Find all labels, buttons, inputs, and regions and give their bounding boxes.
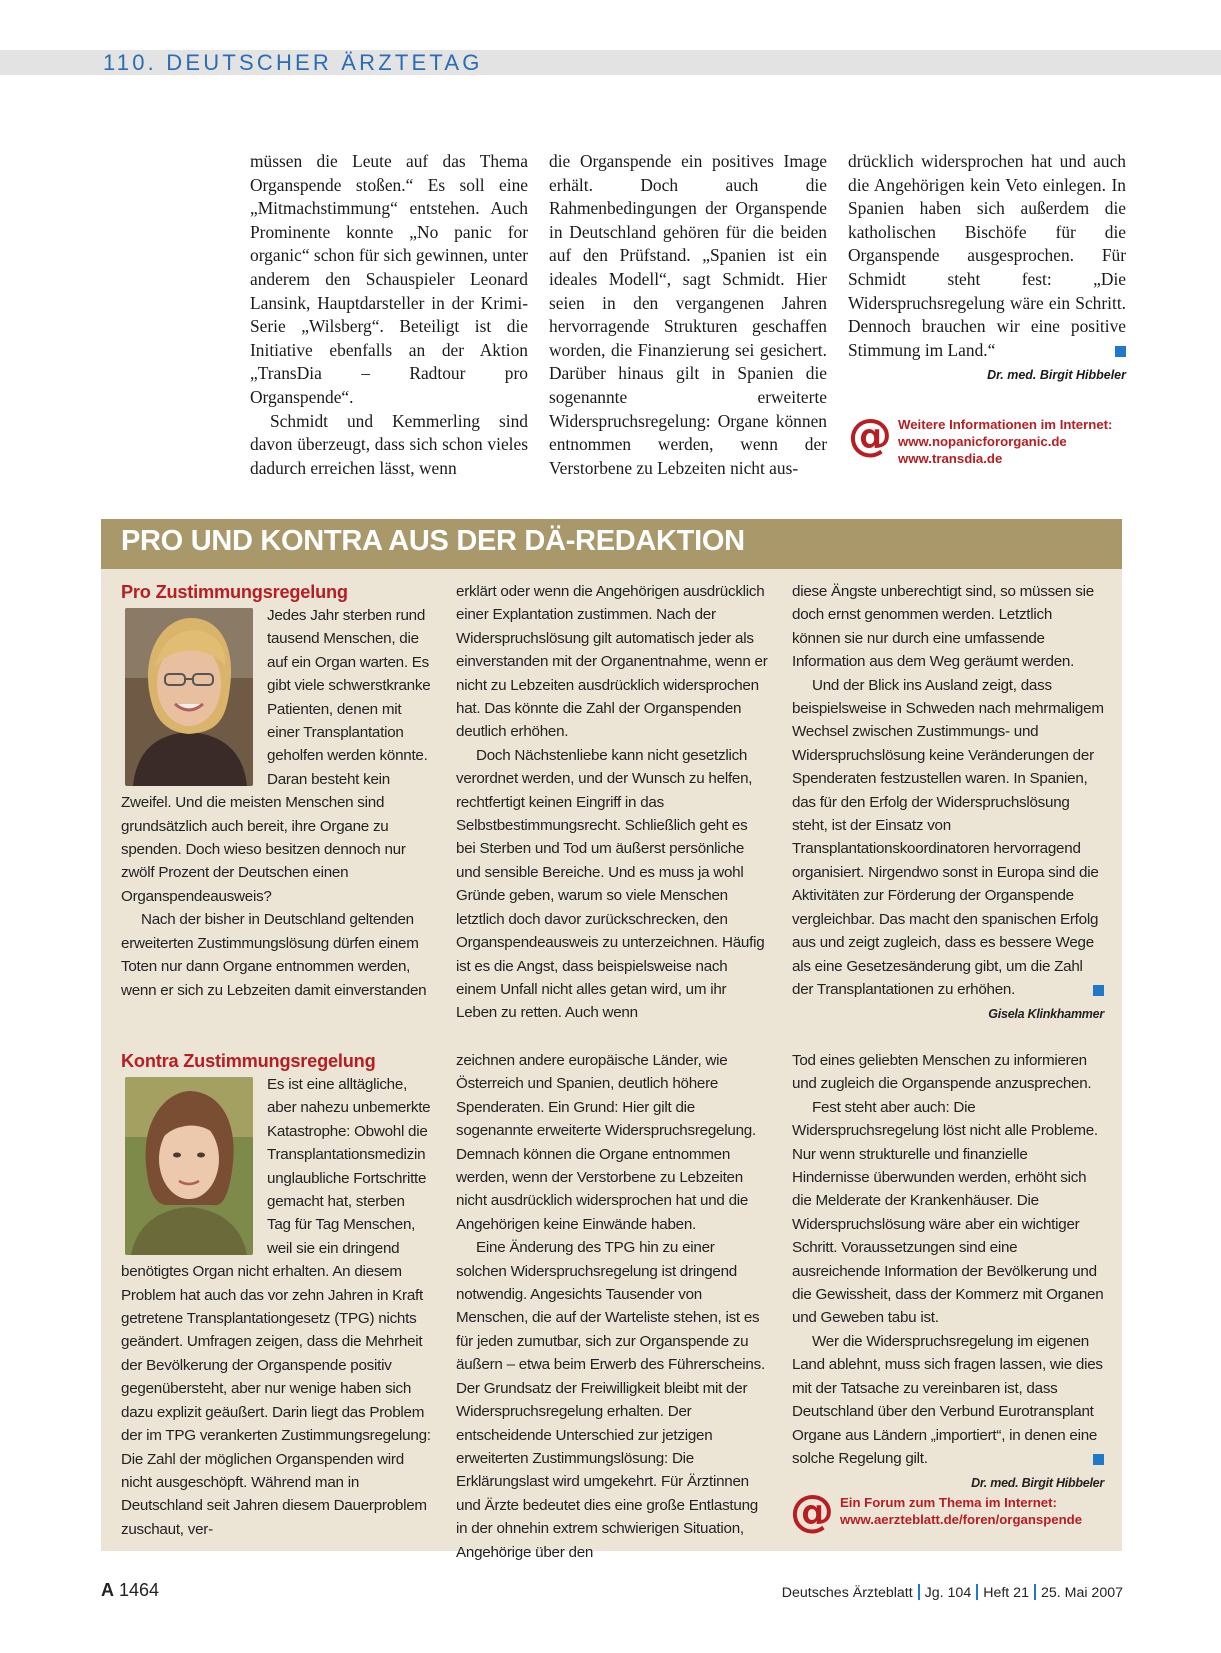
journal-name: Deutsches Ärzteblatt <box>781 1585 913 1601</box>
pro-author: Gisela Klinkhammer <box>988 1007 1104 1022</box>
article-paragraph: drücklich widersprochen hat und auch die Angehörigen kein Veto einlegen. In Spanien haben sich außerdem die katholischen Bischöfe für die Organspende ausgesprochen. Für Schmidt steht fest: „Die Widerspruchsregelung wäre ein Schritt. Dennoch brauchen wir eine positive Stimmung im Land.“ <box>848 151 1126 360</box>
kontra-paragraph: Eine Änderung des TPG hin zu einer solchen Widerspruchsregelung ist dringend notwendig. Angesichts Tausender von Menschen, die auf der Warteliste stehen, ist es für jeden zumutbar, sich zur Organspende zu äußern – etwa beim Erwerb des Führerscheins. Der Grundsatz der Freiwilligkeit bleibt mit der Widerspruchsregelung erhalten. Der entscheidende Unterschied zur jetzigen erweiterten Zustimmungslösung: Die Erklärungslast wird umgekehrt. Für Ärztinnen und Ärzte bedeutet dies eine große Entlastung in der ohnehin extrem schwierigen Situation, Angehörige über den <box>456 1239 765 1561</box>
article-column-1 <box>250 150 528 480</box>
kontra-paragraph: Tod eines geliebten Menschen zu informieren und zugleich die Organspende anzusprechen. <box>792 1052 1092 1093</box>
pro-paragraph: Nach der bisher in Deutschland geltenden erweiterten Zustimmungslösung dürfen einem Toten nur dann Organe entnommen werden, wenn er sich zu Lebzeiten damit einverstanden <box>121 911 427 999</box>
pro-paragraph: Und der Blick ins Ausland zeigt, dass beispielsweise in Schweden nach mehrmaligem Wechsel zwischen Zustimmungs- und Widerspruchslösung keine Veränderungen der Spenderaten festzustellen waren. In Spanien, das für den Erfolg der Widerspruchslösung steht, ist der Einsatz von Transplantationskoordinatoren hervorragend organisiert. Nirgendwo sonst in Europa sind die Aktivitäten zur Förderung der Organspende vergleichbar. Das macht den spanischen Erfolg aus und zeigt zugleich, dass es bessere Wege als eine Gesetzesänderung gibt, um die Zahl der Transplantationen zu erhöhen. <box>792 676 1104 998</box>
kontra-heading: Kontra Zustimmungsregelung <box>121 1051 376 1071</box>
pro-column-2 <box>456 580 768 1025</box>
article-author: Dr. med. Birgit Hibbeler <box>987 368 1126 383</box>
web-link[interactable]: www.transdia.de <box>898 451 1003 466</box>
web-info <box>848 410 1113 467</box>
forum-label: Ein Forum zum Thema im Internet: <box>840 1495 1057 1510</box>
pro-paragraph: erklärt oder wenn die Angehörigen ausdrücklich einer Explantation zustimmen. Nach der Widerspruchslösung gilt automatisch jeder als einverstanden mit der Organentnahme, wenn er nicht zu Lebzeiten ausdrücklich widersprochen hat. Das könnte die Zahl der Organspenden deutlich erhöhen. <box>456 583 768 741</box>
article-column-3 <box>848 150 1126 388</box>
page-number: A 1464 <box>101 1580 160 1600</box>
pro-column-1 <box>121 580 431 1002</box>
pro-paragraph: Doch Nächstenliebe kann nicht gesetzlich verordnet werden, und der Wunsch zu helfen, rechtfertigt keinen Eingriff in das Selbstbestimmungsrecht. Schließlich geht es bei Sterben und Tod um äußerst persönliche und sensible Bereiche. Und es muss ja wohl Gründe geben, warum so viele Menschen letztlich doch davor zurückschrecken, den Organspendeausweis zu unterzeichnen. Häufig ist es die Angst, dass beispielsweise nach einem Unfall nicht alles getan wird, um ihr Leben zu retten. Auch wenn <box>456 746 765 1022</box>
web-link[interactable]: www.nopanicfororganic.de <box>898 434 1067 449</box>
kontra-paragraph: Es ist eine alltägliche, aber nahezu unbemerkte Katastrophe: Obwohl die Transplantationsmedizin unglaubliche Fortschritte gemacht hat, sterben Tag für Tag Menschen, weil sie ein dringend benötigtes Organ nicht erhalten. An diesem Problem hat auch das vor zehn Jahren in Kraft getretene Transplantationgesetz (TPG) nichts geändert. Umfragen zeigen, dass die Mehrheit der Bevölkerung der Organspende positiv gegenübersteht, aber nur wenige haben sich dazu explizit geäußert. Darin liegt das Problem der im TPG verankerten Zustimmungsregelung: Die Zahl der möglichen Organspenden wird nicht ausgeschöpft. Während man in Deutschland seit Jahren diesem Dauerproblem zuschaut, ver- <box>121 1076 431 1538</box>
article-paragraph: die Organspende ein positives Image erhält. Doch auch die Rahmenbedingungen der Organspende in Deutschland gehören für die beiden auf den Prüfstand. „Spanien ist ein ideales Modell“, sagt Schmidt. Hier seien in den vergangenen Jahren hervorragende Strukturen geschaffen worden, die Finanzierung sei gesichert. Darüber hinaus gilt in Spanien die sogenannte erweiterte Widerspruchsregelung: Organe können entnommen werden, wenn der Verstorbene zu Lebzeiten nicht aus- <box>549 151 827 478</box>
author-photo <box>125 1077 253 1255</box>
journal-date: 25. Mai 2007 <box>1040 1585 1123 1601</box>
web-info-label: Weitere Informationen im Internet: <box>898 417 1113 432</box>
author-photo <box>125 608 253 786</box>
pro-paragraph: Jedes Jahr sterben rund tausend Menschen, die auf ein Organ warten. Es gibt viele schwerstkranke Patienten, denen mit einer Transplantation geholfen werden könnte. Daran besteht kein Zweifel. Und die meisten Menschen sind grundsätzlich auch bereit, ihre Organe zu spenden. Doch wieso besitzen dennoch nur zwölf Prozent der Deutschen einen Organspendeausweis? <box>121 607 431 905</box>
journal-info <box>782 1584 1123 1601</box>
kontra-author: Dr. med. Birgit Hibbeler <box>971 1476 1104 1491</box>
end-square-icon <box>1093 985 1104 996</box>
kontra-column-3 <box>792 1049 1104 1496</box>
journal-issue: Heft 21 <box>983 1585 1029 1601</box>
forum-link[interactable]: www.aerzteblatt.de/foren/organspende <box>840 1512 1083 1527</box>
at-sign-icon: @ <box>790 1486 834 1537</box>
pro-heading: Pro Zustimmungsregelung <box>121 582 348 602</box>
article-paragraph: müssen die Leute auf das Thema Organspende stoßen.“ Es soll eine „Mitmachstimmung“ entstehen. Auch Prominente konnte „No panic for organic“ schon für sich gewinnen, unter anderem den Schauspieler Leonard Lansink, Hauptdarsteller in der Krimi-Serie „Wilsberg“. Beteiligt ist die Initiative ebenfalls an der Aktion „TransDia – Radtour pro Organspende“. <box>250 151 528 407</box>
kontra-paragraph: Wer die Widerspruchsregelung im eigenen Land ablehnt, muss sich fragen lassen, wie dies mit der Tatsache zu vereinbaren ist, dass Deutschland über den Verbund Eurotransplant Organe aus Ländern „importiert“, in denen eine solche Regelung gilt. <box>792 1332 1103 1467</box>
section-title: 110. DEUTSCHER ÄRZTETAG <box>103 50 483 75</box>
article-paragraph: Schmidt und Kemmerling sind davon überzeugt, dass sich schon vieles dadurch erreichen lässt, wenn <box>250 410 528 478</box>
pro-paragraph: diese Ängste unberechtigt sind, so müssen sie doch ernst genommen werden. Letztlich können sie nur durch eine umfassende Information aus dem Weg geräumt werden. <box>792 583 1094 671</box>
at-sign-icon: @ <box>848 410 892 461</box>
kontra-column-1 <box>121 1049 431 1541</box>
journal-volume: Jg. 104 <box>924 1585 972 1601</box>
end-square-icon <box>1093 1454 1104 1465</box>
forum-info <box>790 1486 1083 1537</box>
kontra-paragraph: zeichnen andere europäische Länder, wie Österreich und Spanien, deutlich höhere Spenderaten. Ein Grund: Hier gilt die sogenannte erweiterte Widerspruchsregelung. Demnach können die Organe entnommen werden, wenn der Verstorbene zu Lebzeiten nicht ausdrücklich widersprochen hat und die Angehörigen keine Einwände haben. <box>456 1052 756 1233</box>
pro-column-3 <box>792 580 1104 1027</box>
end-square-icon <box>1115 346 1126 357</box>
kontra-column-2 <box>456 1049 768 1564</box>
kontra-paragraph: Fest steht aber auch: Die Widerspruchsregelung löst nicht alle Probleme. Nur wenn strukturelle und finanzielle Hindernisse überwunden werden, erhöht sich die Melderate der Krankenhäuser. Die Widerspruchslösung wäre aber ein wichtiger Schritt. Voraussetzungen sind eine ausreichende Information der Bevölkerung und die Gewissheit, dass der Kommerz mit Organen und Geweben tabu ist. <box>792 1098 1104 1327</box>
pro-contra-title: PRO UND KONTRA AUS DER DÄ-REDAKTION <box>121 525 745 557</box>
article-column-2 <box>549 150 827 480</box>
